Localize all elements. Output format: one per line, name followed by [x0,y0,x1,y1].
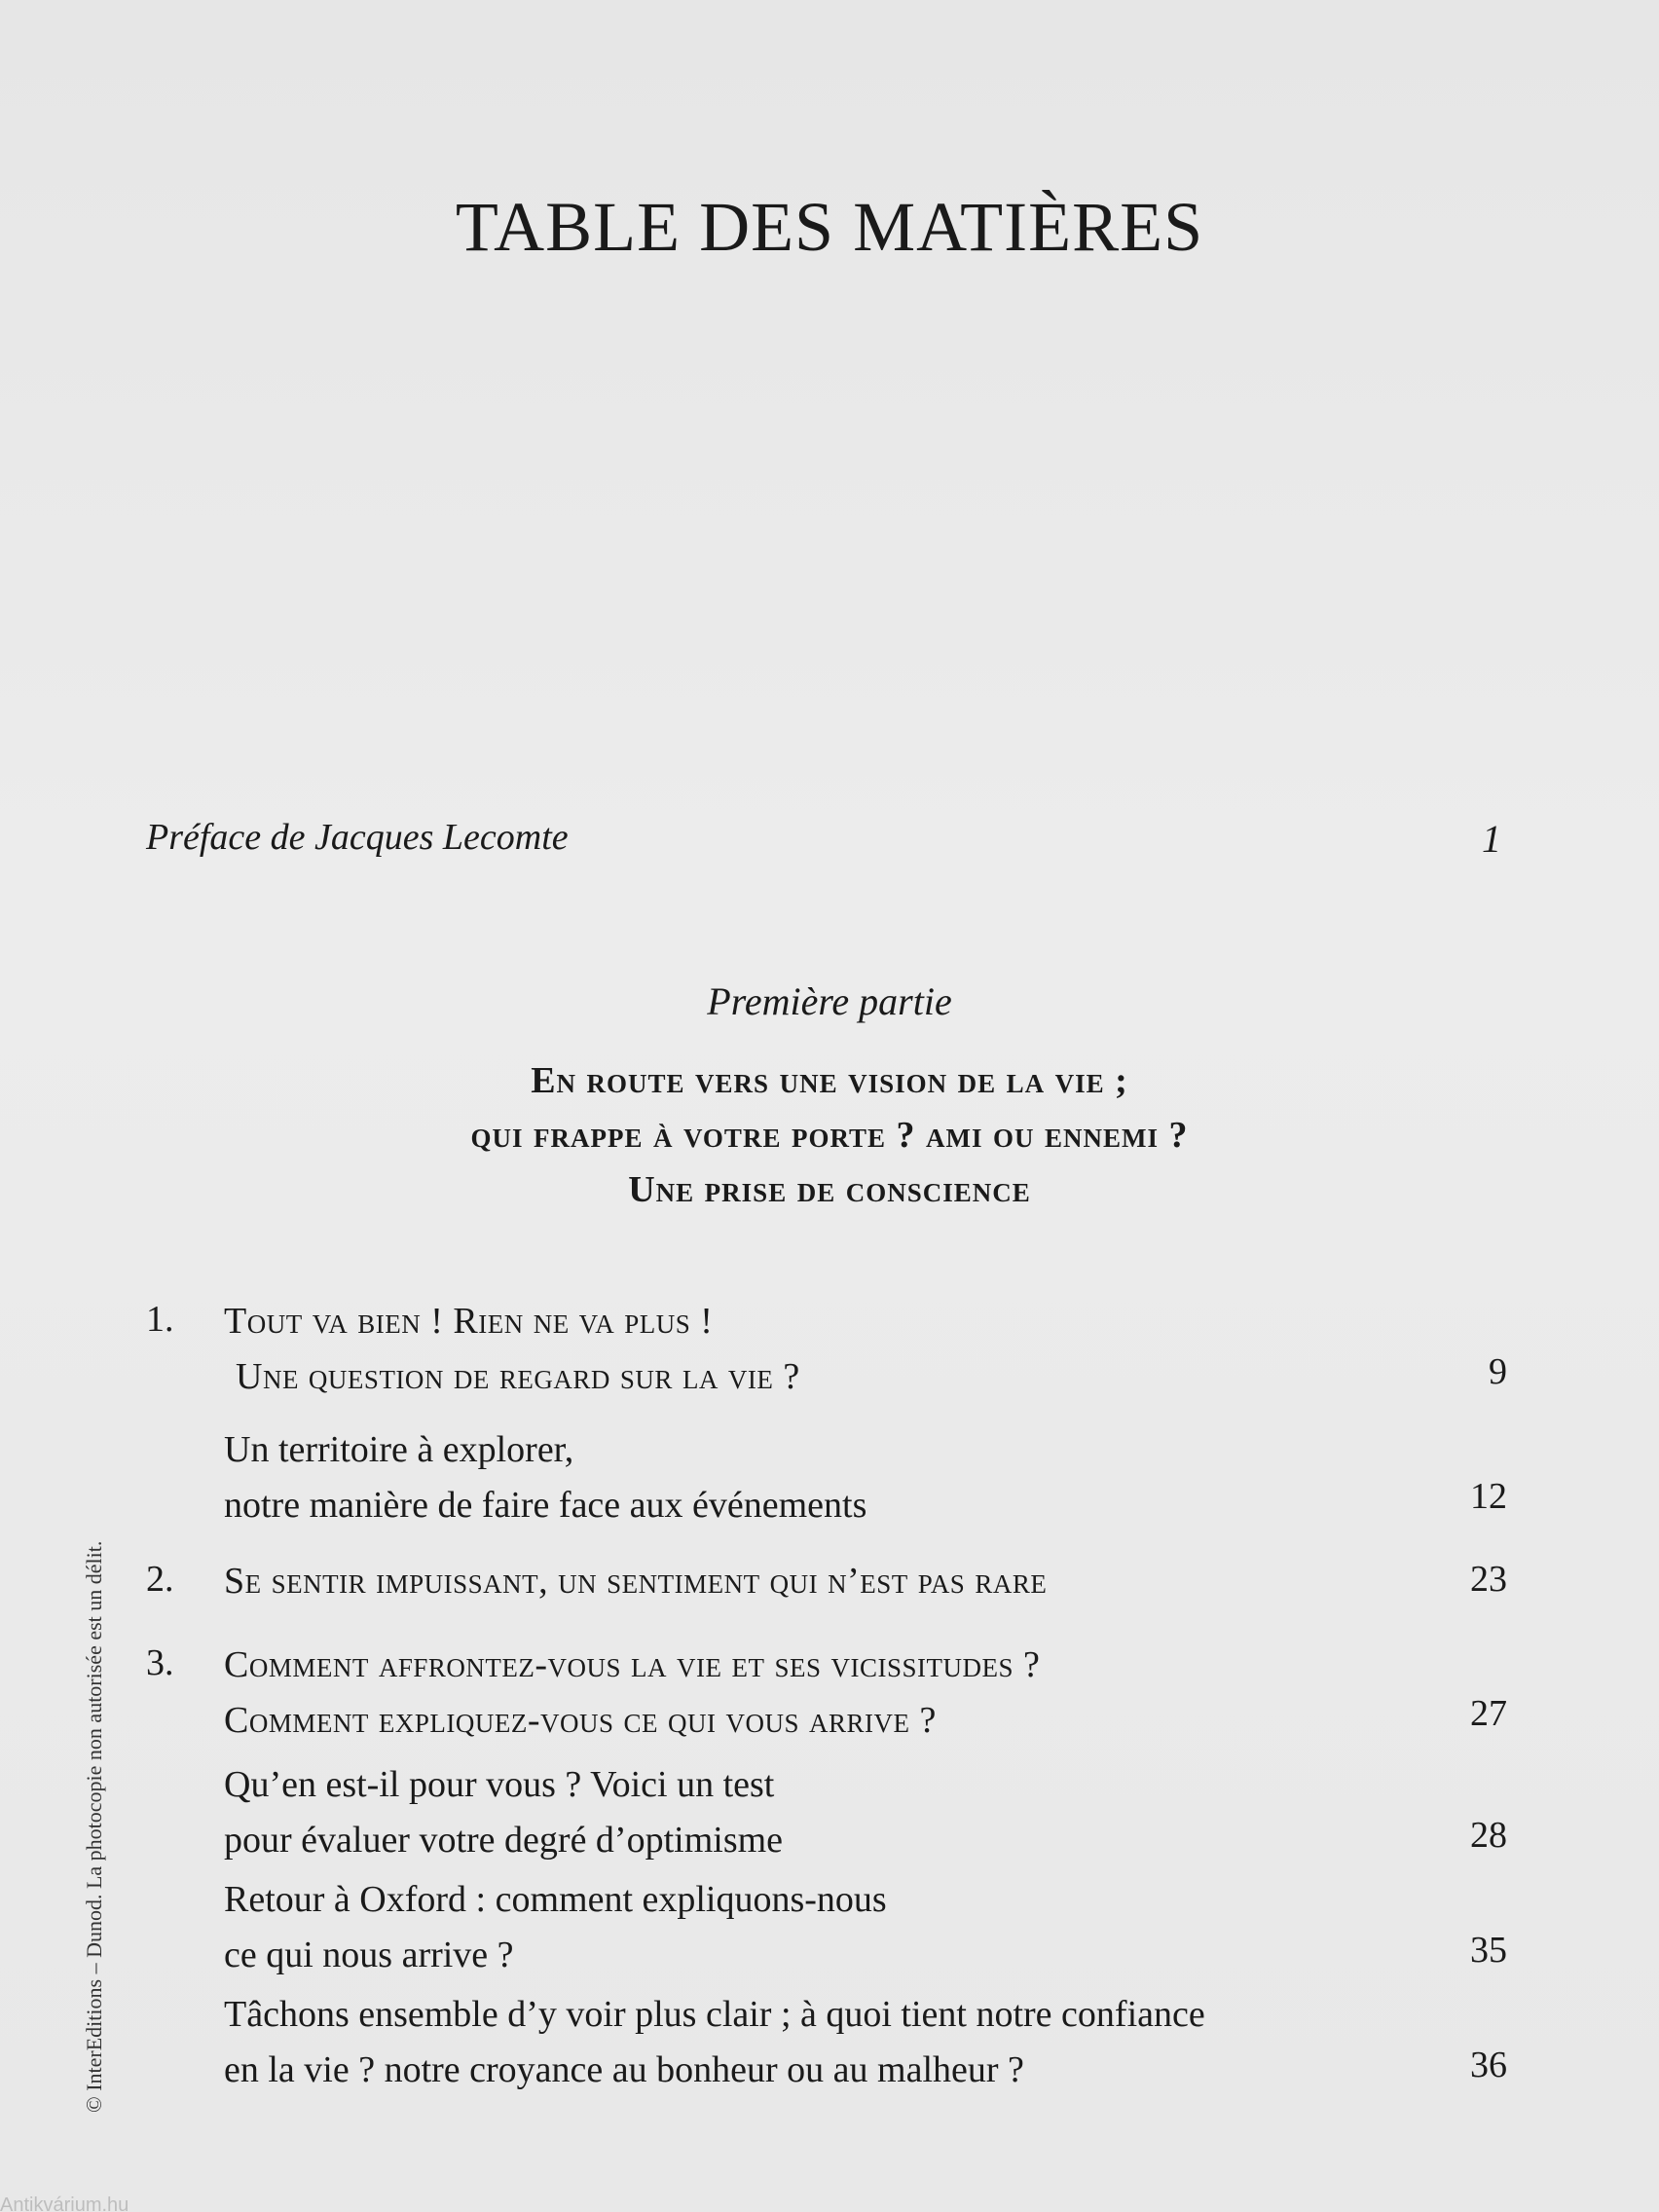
toc-entry-chapter-3 [146,1641,1507,1758]
toc-entry-subsection [146,1991,1507,2108]
part-title-line: En route vers une vision de la vie ; [531,1060,1128,1101]
chapter-title-line: Tout va bien ! Rien ne va plus ! [224,1301,714,1342]
subsection-title-line: ce qui nous arrive ? [224,1935,514,1975]
subsection-title-line: notre manière de faire face aux événements [224,1485,867,1526]
subsection-title [224,1872,1373,1983]
page-number: 12 [1470,1476,1507,1517]
chapter-number: 2. [146,1559,174,1600]
toc-entry-chapter-2 [146,1558,1507,1616]
subsection-title-line: en la vie ? notre croyance au bonheur ou au malheur ? [224,2049,1024,2090]
watermark: Antikvárium.hu [0,2194,129,2212]
chapter-title-line: Comment affrontez-vous la vie et ses vicissitudes ? [224,1644,1041,1685]
subsection-title-line: Retour à Oxford : comment expliquons-nous [224,1879,887,1920]
page-title: TABLE DES MATIÈRES [455,188,1204,266]
toc-entry-chapter-1 [146,1298,1507,1415]
chapter-title-line: Comment expliquez-vous ce qui vous arrive ? [224,1700,937,1741]
chapter-title [224,1554,1373,1609]
chapter-number: 3. [146,1642,174,1683]
page-number: 35 [1470,1930,1507,1971]
subsection-title-line: pour évaluer votre degré d’optimisme [224,1820,784,1861]
toc-entry-subsection [146,1761,1507,1878]
part-title-line: Une prise de conscience [628,1169,1031,1210]
part-title-line: qui frappe à votre porte ? ami ou ennemi ? [470,1115,1189,1156]
chapter-number: 1. [146,1299,174,1340]
page-number: 36 [1470,2045,1507,2085]
chapter-title [224,1638,1373,1749]
subsection-title-line: Qu’en est-il pour vous ? Voici un test [224,1764,775,1805]
page-number: 27 [1470,1693,1507,1734]
subsection-title-line: Tâchons ensemble d’y voir plus clair ; à quoi tient notre confiance [224,1994,1205,2035]
chapter-title [224,1294,1373,1405]
toc-entry-subsection [146,1426,1507,1543]
page-number: 28 [1470,1815,1507,1856]
subsection-title [224,1422,1373,1533]
subsection-title [224,1987,1480,2098]
part-label: Première partie [707,979,952,1023]
chapter-title-line: Se sentir impuissant, un sentiment qui n’est pas rare [224,1561,1048,1602]
preface-page-number: 1 [1482,817,1501,861]
subsection-title [224,1757,1373,1868]
page-number: 9 [1489,1351,1507,1392]
page-number: 23 [1470,1559,1507,1600]
subsection-title-line: Un territoire à explorer, [224,1429,574,1470]
toc-entry-subsection [146,1876,1507,1993]
chapter-title-line: Une question de regard sur la vie ? [236,1356,800,1397]
copyright-notice: © InterEditions – Dunod. La photocopie non autorisée est un délit. [82,1540,106,2113]
preface-label: Préface de Jacques Lecomte [146,817,569,858]
